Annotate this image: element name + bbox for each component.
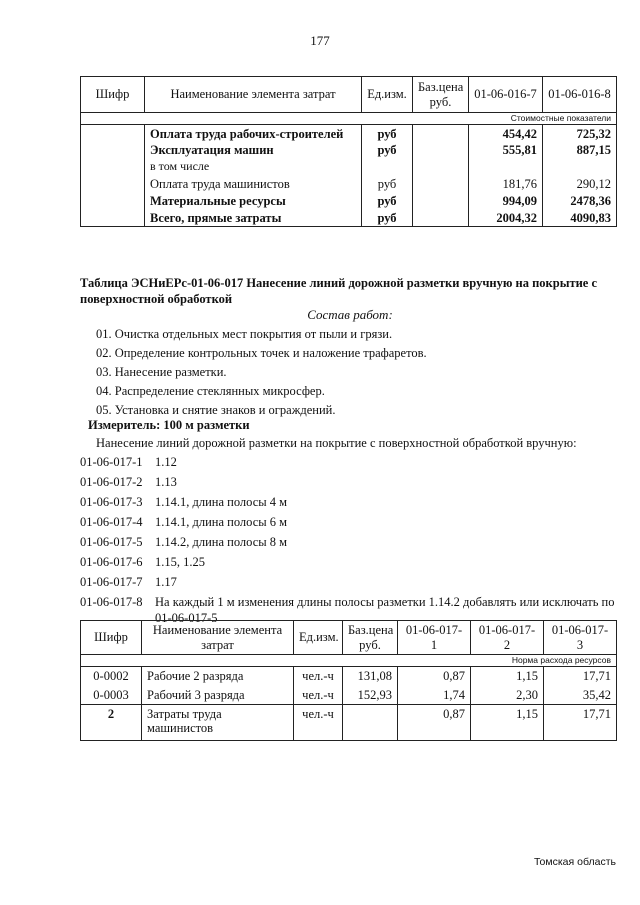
row-name: Рабочий 3 разряда <box>142 686 294 705</box>
code: 01-06-017-3 <box>80 495 143 509</box>
row-value-2: 4090,83 <box>543 210 617 227</box>
row-value-2: 2,30 <box>471 686 544 705</box>
header-base-price: Баз.цена руб. <box>413 77 469 113</box>
table-header-row <box>81 621 617 655</box>
row-name: Всего, прямые затраты <box>145 210 362 227</box>
code-description: 1.12 <box>155 455 177 469</box>
list-item <box>80 532 620 552</box>
list-item: 05. Установка и снятие знаков и ограждений. <box>96 403 336 417</box>
row-unit: чел.-ч <box>294 667 343 686</box>
row-name: Оплата труда машинистов <box>145 176 362 193</box>
table-row <box>81 193 617 210</box>
footer-region: Томская область <box>533 856 616 868</box>
row-name: Рабочие 2 разряда <box>142 667 294 686</box>
code: 01-06-017-1 <box>80 455 143 469</box>
list-item <box>80 452 620 472</box>
code: 01-06-017-7 <box>80 575 143 589</box>
table-row <box>81 210 617 227</box>
code-description: 1.17 <box>155 575 177 589</box>
row-value-3: 35,42 <box>544 686 617 705</box>
row-value-2: 290,12 <box>543 176 617 193</box>
row-unit: руб <box>362 176 413 193</box>
header-col-3: 01-06-017-3 <box>544 621 617 655</box>
meter-label: Измеритель: 100 м разметки <box>88 418 250 432</box>
row-unit: руб <box>362 142 413 159</box>
table-header-row <box>81 77 617 113</box>
table-row <box>81 159 617 176</box>
row-name: Эксплуатация машин <box>145 142 362 159</box>
row-value-1: 454,42 <box>469 125 543 142</box>
row-name: Затраты труда машинистов <box>142 705 294 741</box>
row-value-2: 2478,36 <box>543 193 617 210</box>
row-name: Оплата труда рабочих-строителей <box>145 125 362 142</box>
resource-norms-table <box>80 620 617 741</box>
row-unit: руб <box>362 210 413 227</box>
header-code: Шифр <box>81 621 142 655</box>
section-title: Таблица ЭСНиЕРс-01-06-017 Нанесение линий дорожной разметки вручную на покрытие с поверхностной обработкой <box>80 276 598 306</box>
list-item <box>80 572 620 592</box>
code: 01-06-017-8 <box>80 595 143 609</box>
table-subheader-row <box>81 113 617 125</box>
subheader-label: Стоимостные показатели <box>81 113 617 125</box>
list-item: 04. Распределение стеклянных микросфер. <box>96 384 325 398</box>
code: 01-06-017-2 <box>80 475 143 489</box>
header-base-price: Баз.цена руб. <box>343 621 398 655</box>
table-row <box>81 176 617 193</box>
row-value-2: 887,15 <box>543 142 617 159</box>
table-row <box>81 705 617 741</box>
row-value-2: 725,32 <box>543 125 617 142</box>
code-description: 1.14.1, длина полосы 4 м <box>155 495 288 509</box>
header-unit: Ед.изм. <box>362 77 413 113</box>
row-unit: руб <box>362 125 413 142</box>
row-name: Материальные ресурсы <box>145 193 362 210</box>
code-description: 1.13 <box>155 475 177 489</box>
list-item <box>80 472 620 492</box>
table-subheader-row <box>81 655 617 667</box>
works-list <box>96 325 636 420</box>
row-code: 0-0002 <box>81 667 142 686</box>
table-row <box>81 125 617 142</box>
header-col-2: 01-06-017-2 <box>471 621 544 655</box>
header-cost-element: Наименование элемента затрат <box>145 77 362 113</box>
table-row <box>81 686 617 705</box>
row-value-3: 17,71 <box>544 705 617 741</box>
row-code: 0-0003 <box>81 686 142 705</box>
code: 01-06-017-4 <box>80 515 143 529</box>
header-col-1: 01-06-016-7 <box>469 77 543 113</box>
intro-text: Нанесение линий дорожной разметки на покрытие с поверхностной обработкой вручную: <box>96 436 577 450</box>
list-item <box>80 552 620 572</box>
header-unit: Ед.изм. <box>294 621 343 655</box>
list-item <box>80 492 620 512</box>
row-name: в том числе <box>145 159 362 176</box>
header-col-2: 01-06-016-8 <box>543 77 617 113</box>
header-code: Шифр <box>81 77 145 113</box>
cost-indicators-table <box>80 76 617 227</box>
list-item <box>80 512 620 532</box>
row-value-3: 17,71 <box>544 667 617 686</box>
list-item: 01. Очистка отдельных мест покрытия от пыли и грязи. <box>96 327 393 341</box>
row-value-2: 1,15 <box>471 667 544 686</box>
code-description: 1.14.1, длина полосы 6 м <box>155 515 288 529</box>
code-description: 1.15, 1.25 <box>155 555 205 569</box>
row-value-1: 0,87 <box>398 705 471 741</box>
subheader-label: Норма расхода ресурсов <box>81 655 617 667</box>
list-item: 02. Определение контрольных точек и наложение трафаретов. <box>96 346 427 360</box>
code-description: На каждый 1 м изменения длины полосы разметки 1.14.2 добавлять или исключать по 01-06-017-5 <box>155 595 615 625</box>
row-price <box>343 705 398 741</box>
page-number: 177 <box>310 33 330 48</box>
code-description: 1.14.2, длина полосы 8 м <box>155 535 288 549</box>
row-value-1: 181,76 <box>469 176 543 193</box>
row-unit: чел.-ч <box>294 686 343 705</box>
works-heading: Состав работ: <box>307 307 393 322</box>
header-col-1: 01-06-017-1 <box>398 621 471 655</box>
table-row <box>81 142 617 159</box>
row-unit: руб <box>362 193 413 210</box>
row-price: 152,93 <box>343 686 398 705</box>
row-unit: чел.-ч <box>294 705 343 741</box>
row-value-1: 0,87 <box>398 667 471 686</box>
list-item: 03. Нанесение разметки. <box>96 365 227 379</box>
row-value-1: 1,74 <box>398 686 471 705</box>
row-value-1: 555,81 <box>469 142 543 159</box>
row-code: 2 <box>81 705 142 741</box>
codes-list <box>80 452 620 626</box>
header-cost-element: Наименование элемента затрат <box>142 621 294 655</box>
row-value-2: 1,15 <box>471 705 544 741</box>
code: 01-06-017-5 <box>80 535 143 549</box>
row-value-1: 2004,32 <box>469 210 543 227</box>
code: 01-06-017-6 <box>80 555 143 569</box>
table-row <box>81 667 617 686</box>
row-value-1: 994,09 <box>469 193 543 210</box>
row-price: 131,08 <box>343 667 398 686</box>
